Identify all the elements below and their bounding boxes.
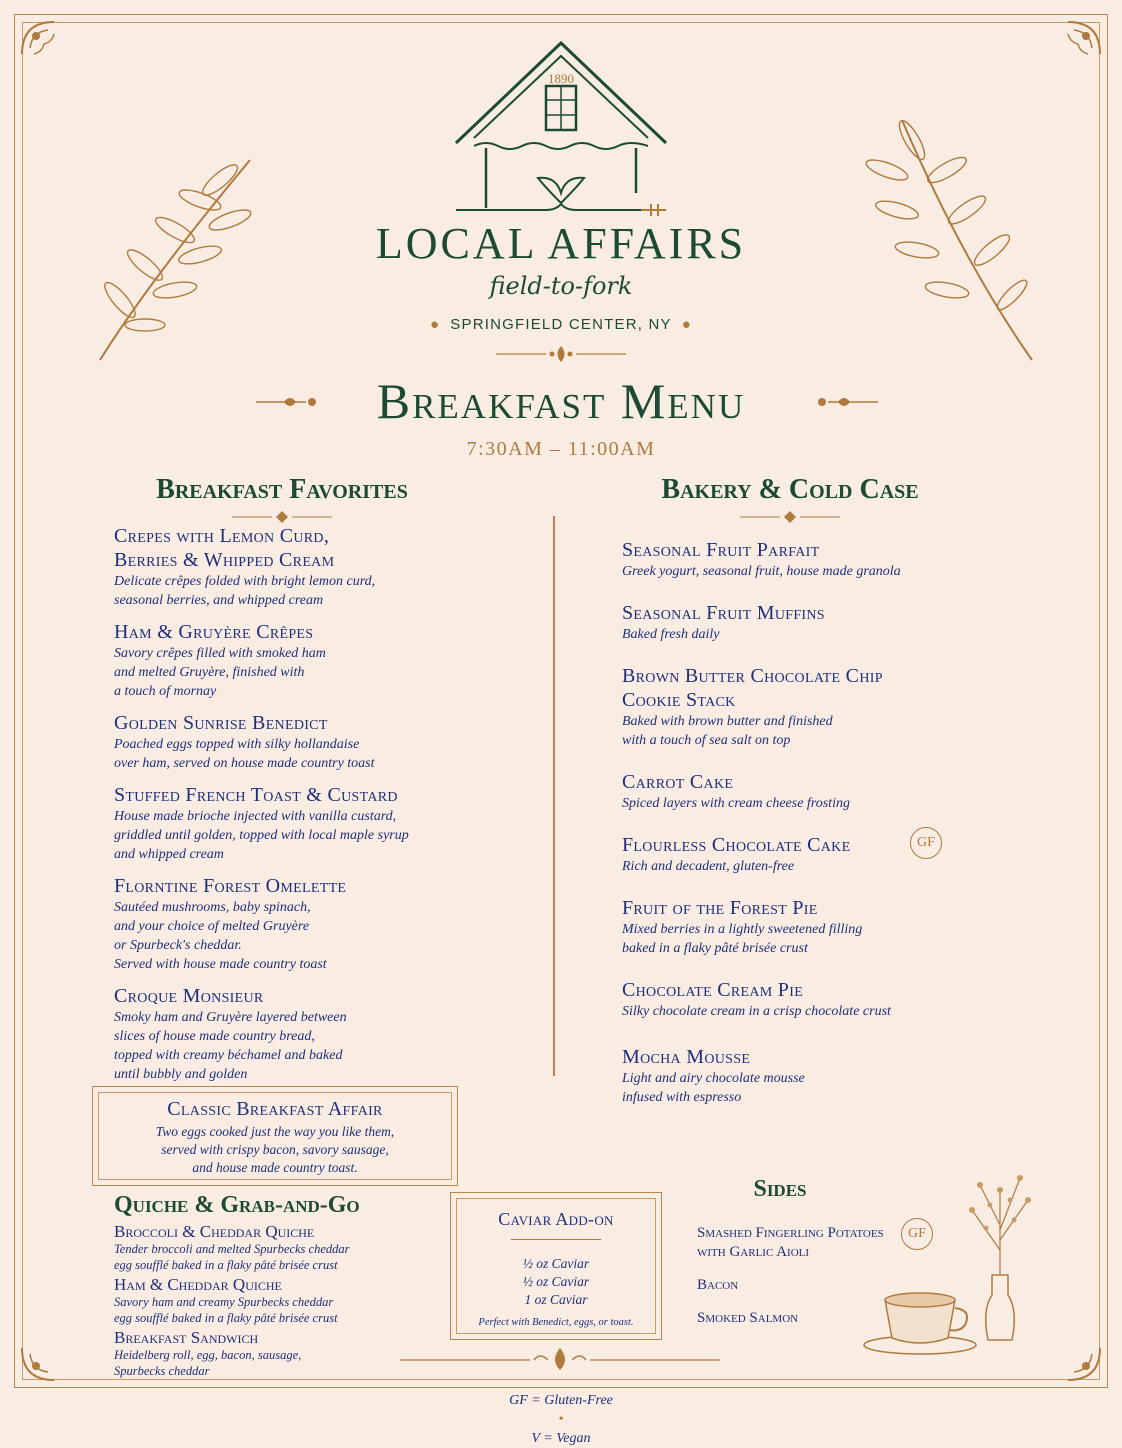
item-name: Crepes with Lemon Curd, Berries & Whipped Cream [114, 525, 335, 571]
item-name: Golden Sunrise Benedict [114, 712, 328, 734]
caviar-option: 1 oz Caviar [524, 1292, 588, 1307]
year-label: 1890 [548, 71, 574, 86]
menu-item [622, 1045, 1022, 1107]
item-name: Ham & Gruyère Crêpes [114, 621, 314, 643]
menu-item [114, 620, 514, 701]
section-divider-icon [740, 510, 840, 524]
dot-ornament-icon: ● [681, 316, 692, 333]
legend-gf: GF = Gluten-Free [509, 1393, 613, 1408]
coffee-and-vase-illustration-icon [860, 1170, 1040, 1360]
menu-item [114, 711, 514, 773]
legend [0, 1372, 1122, 1448]
menu-item [622, 833, 1022, 876]
section-divider-icon [232, 510, 332, 524]
item-name: Flourless Chocolate Cake [622, 834, 851, 856]
column-divider [553, 516, 555, 1076]
item-description: Tender broccoli and melted Spurbecks cheddar egg soufflé baked in a flaky pâté brisée crust [114, 1242, 350, 1272]
menu-item [622, 770, 1022, 813]
dot-separator-icon: • [558, 1412, 564, 1427]
item-description: Rich and decadent, gluten-free [622, 859, 795, 874]
item-name: Fruit of the Forest Pie [622, 897, 818, 919]
item-description: Savory crêpes filled with smoked ham and melted Gruyère, finished with a touch of mornay [114, 646, 326, 699]
title-flourish-right-icon [800, 390, 878, 414]
item-name: Ham & Cheddar Quiche [114, 1275, 282, 1294]
menu-item [622, 896, 1022, 958]
classic-breakfast-desc: Two eggs cooked just the way you like them, served with crispy bacon, savory sausage, and house made country toast. [155, 1124, 395, 1175]
item-name: Carrot Cake [622, 771, 734, 793]
divider-ornament-icon [496, 342, 626, 366]
menu-item [114, 524, 514, 610]
sides-heading: Sides [753, 1176, 807, 1202]
item-description: Delicate crêpes folded with bright lemon curd, seasonal berries, and whipped cream [114, 574, 376, 608]
item-name: Croque Monsieur [114, 985, 264, 1007]
menu-item [114, 783, 514, 864]
menu-item [114, 874, 514, 974]
item-description: Poached eggs topped with silky hollandaise over ham, served on house made country toast [114, 737, 375, 771]
caviar-option: ½ oz Caviar [522, 1274, 590, 1289]
gluten-free-badge-icon: GF [910, 827, 942, 859]
item-description: Smoky ham and Gruyère layered between slices of house made country bread, topped with creamy béchamel and baked until bubbly and golden [114, 1010, 347, 1082]
menu-title: Breakfast Menu [376, 373, 746, 429]
item-name: Seasonal Fruit Muffins [622, 602, 825, 624]
bottom-ornament-icon [400, 1342, 720, 1372]
item-name: Chocolate Cream Pie [622, 979, 804, 1001]
brand-name: LOCAL AFFAIRS [375, 219, 747, 268]
brand-tagline: field-to-fork [489, 272, 633, 300]
brand-location [0, 316, 1122, 333]
barn-logo-icon [446, 38, 676, 218]
item-name: Broccoli & Cheddar Quiche [114, 1222, 315, 1241]
corner-ornament-icon [14, 14, 84, 84]
caviar-box [450, 1192, 662, 1340]
menu-item [622, 978, 1022, 1021]
caviar-rule [451, 1239, 661, 1240]
item-name: Brown Butter Chocolate Chip Cookie Stack [622, 665, 883, 711]
item-name: Stuffed French Toast & Custard [114, 784, 398, 806]
bakery-heading: Bakery & Cold Case [661, 474, 919, 505]
item-description: House made brioche injected with vanilla custard, griddled until golden, topped with local maple syrup and whipped cream [114, 809, 409, 862]
breakfast-favorites-heading: Breakfast Favorites [156, 474, 408, 505]
item-description: Savory ham and creamy Spurbecks cheddar egg soufflé baked in a flaky pâté brisée crust [114, 1295, 338, 1325]
caviar-options [451, 1255, 661, 1309]
menu-item [114, 1275, 434, 1326]
quiche-list [114, 1222, 434, 1379]
item-name: Smoked Salmon [697, 1310, 799, 1326]
dot-ornament-icon: ● [430, 316, 441, 333]
item-description: Mixed berries in a lightly sweetened filling baked in a flaky pâté brisée crust [622, 922, 863, 956]
location-text: SPRINGFIELD CENTER, NY [450, 316, 672, 333]
menu-item [622, 601, 1022, 644]
caviar-title: Caviar Add-on [498, 1209, 614, 1229]
breakfast-favorites-list [114, 524, 514, 1084]
item-name: Florntine Forest Omelette [114, 875, 347, 897]
menu-item [114, 1222, 434, 1273]
item-description: Heidelberg roll, egg, bacon, sausage, Spurbecks cheddar [114, 1348, 302, 1378]
item-description: Greek yogurt, seasonal fruit, house made granola [622, 564, 901, 579]
menu-item [114, 984, 514, 1084]
item-name: Mocha Mousse [622, 1046, 751, 1068]
bakery-list [622, 538, 1022, 1107]
item-description: Spiced layers with cream cheese frosting [622, 796, 850, 811]
quiche-heading: Quiche & Grab-and-Go [114, 1192, 360, 1218]
legend-vegan: V = Vegan [531, 1431, 591, 1446]
item-description: Baked with brown butter and finished with a touch of sea salt on top [622, 714, 833, 748]
gluten-free-badge-icon: GF [901, 1218, 933, 1250]
menu-hours: 7:30AM – 11:00AM [466, 438, 656, 460]
menu-item [622, 538, 1022, 581]
item-description: Silky chocolate cream in a crisp chocolate crust [622, 1004, 891, 1019]
item-name: Breakfast Sandwich [114, 1328, 259, 1347]
item-name: Seasonal Fruit Parfait [622, 539, 820, 561]
item-name: Smashed Fingerling Potatoes with Garlic Aioli [697, 1225, 884, 1260]
item-description: Light and airy chocolate mousse infused with espresso [622, 1071, 805, 1105]
classic-breakfast-title: Classic Breakfast Affair [167, 1098, 383, 1120]
classic-breakfast-box [92, 1086, 458, 1186]
item-description: Baked fresh daily [622, 627, 720, 642]
corner-ornament-icon [1038, 14, 1108, 84]
menu-item [622, 664, 1022, 750]
caviar-note: Perfect with Benedict, eggs, or toast. [478, 1317, 634, 1328]
caviar-option: ½ oz Caviar [522, 1256, 590, 1271]
item-name: Bacon [697, 1277, 739, 1293]
item-description: Sautéed mushrooms, baby spinach, and your choice of melted Gruyère or Spurbeck's cheddar. Served with house made country toast [114, 900, 327, 972]
